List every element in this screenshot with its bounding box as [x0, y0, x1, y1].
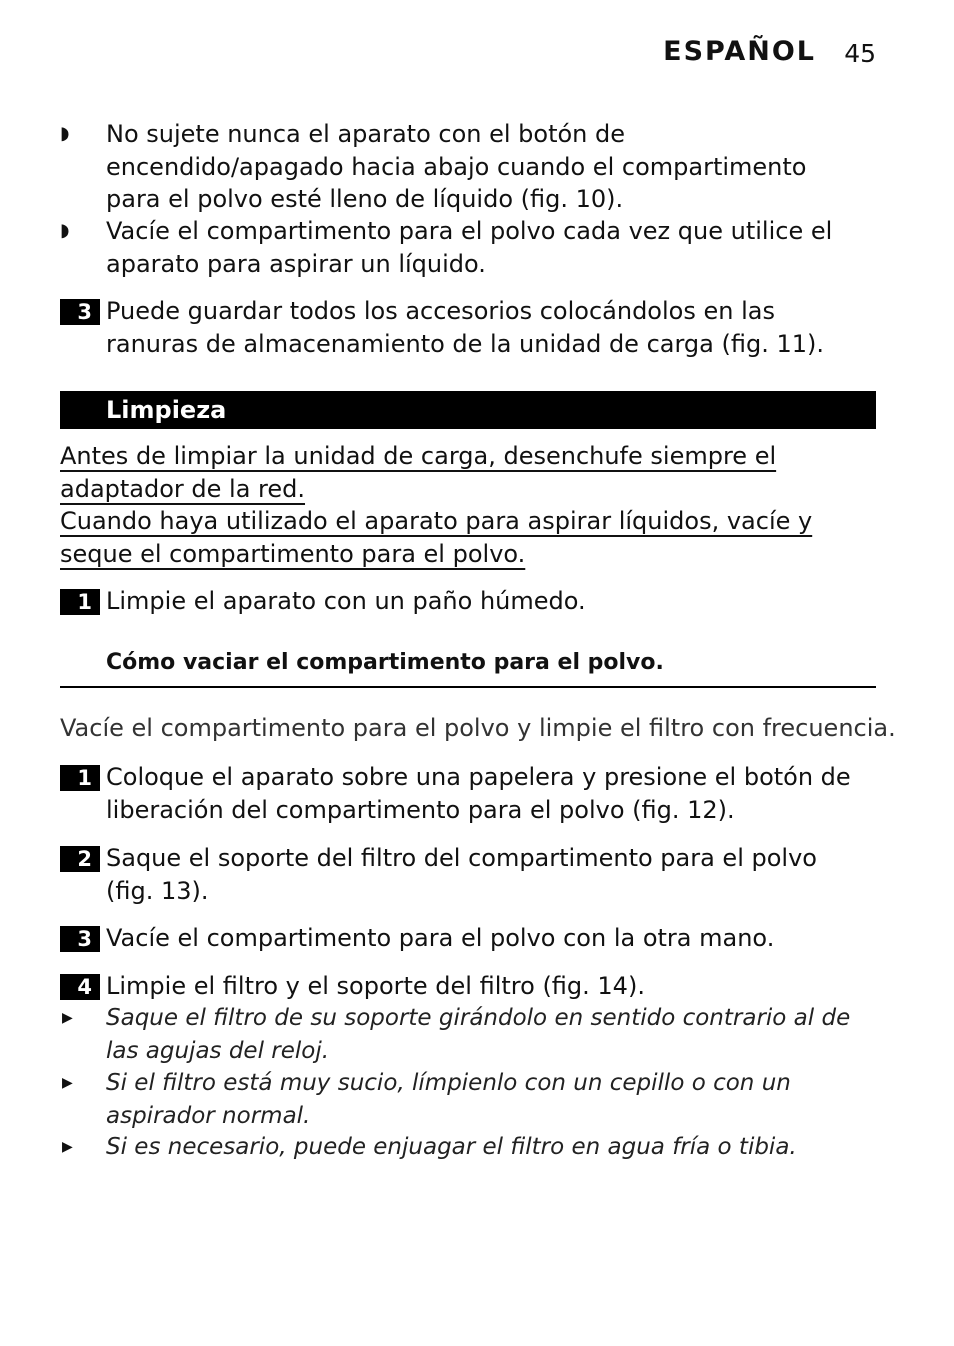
step-text: Limpie el aparato con un paño húmedo. [106, 587, 586, 615]
step-text: Limpie el filtro y el soporte del filtro (fig. 14). [106, 972, 645, 1000]
bullet-marker-icon: ◗ [60, 220, 70, 241]
tip-marker-icon: ▶ [62, 1139, 73, 1155]
step-number-badge: 2 [60, 846, 100, 872]
step-number-badge: 3 [60, 299, 100, 325]
tip-text: Si el filtro está muy sucio, límpienlo con un cepillo o con un aspirador normal. [106, 1070, 791, 1129]
bullet-text: Vacíe el compartimento para el polvo cada vez que utilice el aparato para aspirar un líquido. [106, 217, 833, 278]
step-text: Saque el soporte del filtro del compartimento para el polvo (fig. 13). [106, 844, 817, 905]
step-number-badge: 1 [60, 765, 100, 791]
page-number: 45 [844, 39, 876, 68]
bullet-text: No sujete nunca el aparato con el botón de encendido/apagado hacia abajo cuando el compartimento para el polvo esté lleno de líquido (fig. 10). [106, 120, 807, 213]
page-language-header: ESPAÑOL [663, 36, 816, 67]
warning-text: Antes de limpiar la unidad de carga, desenchufe siempre el adaptador de la red. [60, 442, 777, 503]
intro-text: Vacíe el compartimento para el polvo y limpie el filtro con frecuencia. [60, 714, 896, 742]
step-text: Puede guardar todos los accesorios colocándolos en las ranuras de almacenamiento de la unidad de carga (fig. 11). [106, 297, 824, 358]
step-text: Vacíe el compartimento para el polvo con la otra mano. [106, 924, 775, 952]
step-number-badge: 1 [60, 589, 100, 615]
tip-marker-icon: ▶ [62, 1075, 73, 1091]
tip-text: Si es necesario, puede enjuagar el filtro en agua fría o tibia. [106, 1134, 797, 1160]
tip-text: Saque el filtro de su soporte girándolo en sentido contrario al de las agujas del reloj. [106, 1005, 851, 1064]
step-number-badge: 3 [60, 926, 100, 952]
section-title: Limpieza [106, 396, 227, 424]
bullet-marker-icon: ◗ [60, 123, 70, 144]
tip-marker-icon: ▶ [62, 1010, 73, 1026]
section-title-bar [60, 391, 876, 429]
warning-text: Cuando haya utilizado el aparato para aspirar líquidos, vacíe y seque el compartimento para el polvo. [60, 507, 813, 568]
subsection-title: Cómo vaciar el compartimento para el polvo. [106, 650, 664, 675]
subsection-heading [60, 650, 876, 688]
step-number-badge: 4 [60, 974, 100, 1000]
step-text: Coloque el aparato sobre una papelera y presione el botón de liberación del compartimento para el polvo (fig. 12). [106, 763, 851, 824]
